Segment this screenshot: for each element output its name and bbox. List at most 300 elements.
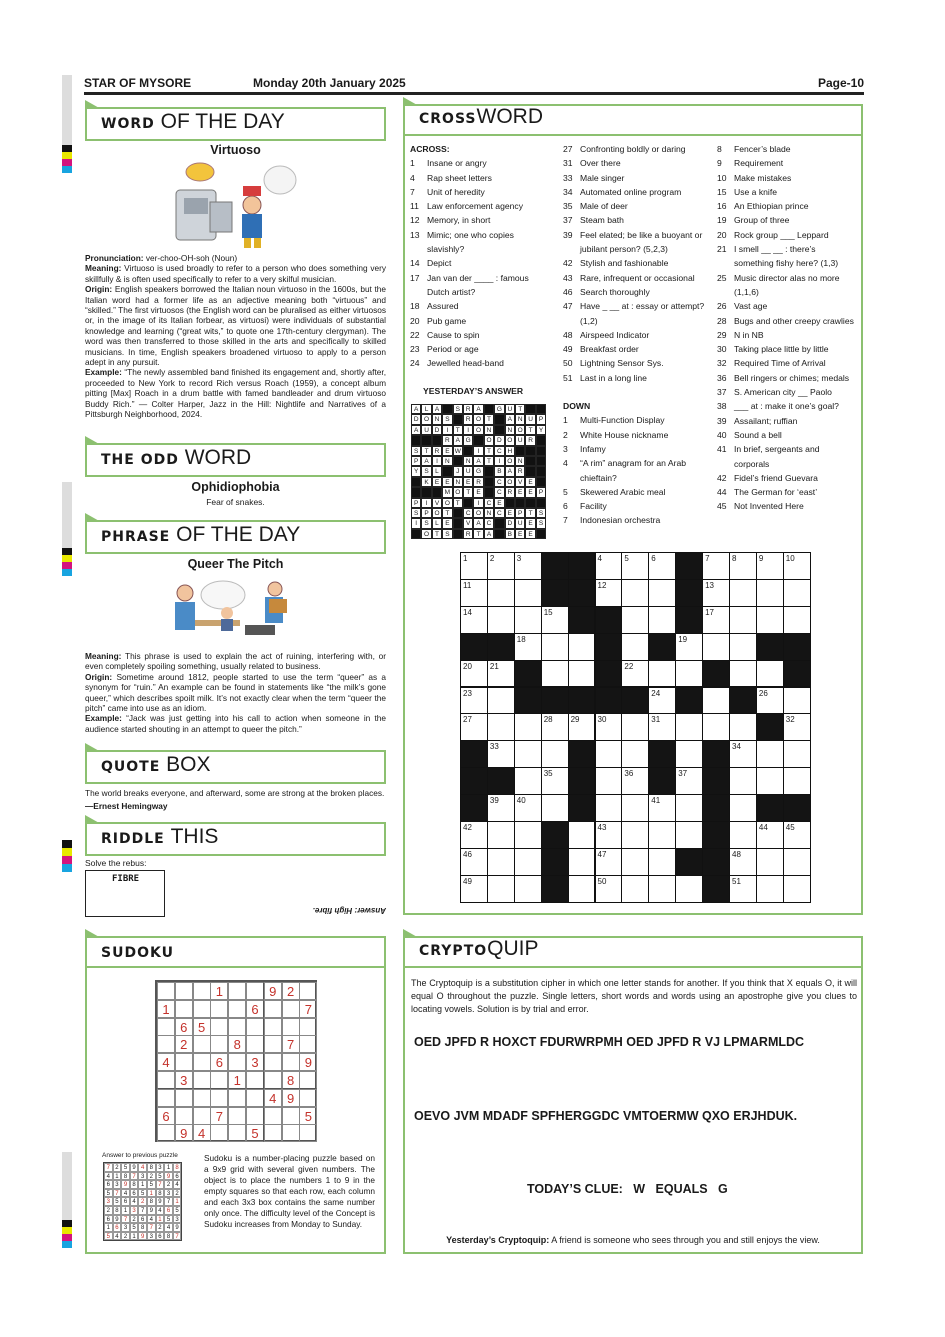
- crossword-cell[interactable]: [783, 740, 811, 768]
- crossword-cell[interactable]: [487, 660, 515, 688]
- crossword-cell[interactable]: [460, 660, 488, 688]
- sudoku-cell[interactable]: [228, 1089, 246, 1107]
- answer-cell: 4: [164, 1223, 173, 1232]
- crossword-cell[interactable]: [460, 848, 488, 876]
- answer-cell: O: [473, 425, 483, 435]
- quote-heading: QUOTE BOX: [85, 750, 386, 784]
- crossword-cell[interactable]: [514, 794, 542, 822]
- crossword-cell[interactable]: [648, 848, 676, 876]
- sudoku-cell[interactable]: [210, 1035, 228, 1053]
- clue-item: 23 Period or age: [410, 344, 479, 355]
- clue-number: 51: [732, 876, 741, 886]
- sudoku-cell[interactable]: [264, 1053, 282, 1071]
- sudoku-cell[interactable]: [246, 1035, 264, 1053]
- answer-cell: 2: [173, 1189, 182, 1198]
- sudoku-cell[interactable]: [157, 1124, 175, 1142]
- crossword-cell[interactable]: [675, 660, 703, 688]
- clue-number: 41: [651, 796, 661, 806]
- crossword-cell[interactable]: [460, 875, 488, 903]
- crossword-cell[interactable]: [756, 552, 784, 580]
- color-registration-marks: [62, 75, 72, 173]
- clue-item: 34 Automated online program: [563, 186, 682, 197]
- crossword-cell[interactable]: [514, 821, 542, 849]
- crossword-cell[interactable]: [595, 713, 623, 741]
- crossword-cell[interactable]: [702, 633, 730, 661]
- sudoku-cell[interactable]: [157, 1018, 175, 1036]
- answer-cell: 8: [147, 1197, 156, 1206]
- crossword-cell[interactable]: [675, 633, 703, 661]
- answer-cell: [463, 446, 473, 456]
- answer-cell: 7: [121, 1215, 130, 1224]
- crossword-cell[interactable]: [648, 687, 676, 715]
- answer-cell: 5: [113, 1197, 122, 1206]
- crossword-cell[interactable]: [621, 767, 649, 795]
- clue-item: 47 Have _ __ at : essay or attempt? (1,2): [563, 301, 705, 326]
- answer-cell: 1: [164, 1163, 173, 1172]
- answer-cell: B: [505, 529, 515, 539]
- answer-cell: [525, 404, 535, 414]
- crossword-cell[interactable]: [702, 552, 730, 580]
- sudoku-cell[interactable]: [246, 1071, 264, 1089]
- clue-number: 44: [758, 823, 768, 832]
- sudoku-cell[interactable]: [210, 1071, 228, 1089]
- crossword-cell[interactable]: [541, 713, 569, 741]
- black-cell: [541, 552, 569, 580]
- sudoku-cell[interactable]: [210, 1089, 228, 1107]
- answer-cell: U: [515, 435, 525, 445]
- page-number: Page-10: [817, 76, 864, 90]
- sudoku-cell[interactable]: [193, 1071, 211, 1089]
- answer-cell: P: [536, 414, 546, 424]
- crossword-cell[interactable]: [595, 767, 623, 795]
- crossword-cell[interactable]: [514, 606, 542, 634]
- crossword-cell[interactable]: [621, 740, 649, 768]
- answer-cell: O: [442, 498, 452, 508]
- answer-cell: R: [463, 529, 473, 539]
- answer-cell: 6: [104, 1215, 113, 1224]
- sudoku-cell[interactable]: [193, 1000, 211, 1018]
- riddle-answer: Answer: High fibre.: [312, 906, 386, 915]
- black-cell: [595, 660, 623, 688]
- crossword-cell[interactable]: [729, 767, 757, 795]
- sudoku-cell[interactable]: [193, 1035, 211, 1053]
- crossword-cell[interactable]: [756, 687, 784, 715]
- crossword-cell[interactable]: [648, 606, 676, 634]
- sudoku-cell[interactable]: [299, 982, 317, 1000]
- crossword-cell[interactable]: [487, 848, 515, 876]
- crossword-cell[interactable]: [756, 660, 784, 688]
- sudoku-cell[interactable]: [193, 1089, 211, 1107]
- crossword-cell[interactable]: [541, 740, 569, 768]
- sudoku-cell[interactable]: [264, 1107, 282, 1125]
- black-cell: [460, 740, 488, 768]
- crossword-cell[interactable]: [541, 767, 569, 795]
- sudoku-cell[interactable]: [193, 1107, 211, 1125]
- answer-cell: C: [494, 446, 504, 456]
- crossword-cell[interactable]: [514, 579, 542, 607]
- answer-cell: C: [463, 508, 473, 518]
- answer-cell: 3: [164, 1189, 173, 1198]
- answer-cell: 1: [104, 1223, 113, 1232]
- answer-cell: 2: [130, 1215, 139, 1224]
- cryptoquip-line-2: OEVO JVM MDADF SPFHERGGDC VMTOERMW QXO ERJHDUK.: [414, 1109, 798, 1123]
- sudoku-cell[interactable]: [210, 1000, 228, 1018]
- crossword-cell[interactable]: [595, 552, 623, 580]
- answer-cell: I: [421, 498, 431, 508]
- black-cell: [595, 633, 623, 661]
- clue-number: 39: [489, 796, 499, 806]
- crossword-cell[interactable]: [675, 740, 703, 768]
- sudoku-cell[interactable]: [228, 1018, 246, 1036]
- sudoku-cell[interactable]: [282, 1124, 300, 1142]
- black-cell: [702, 794, 730, 822]
- crossword-cell[interactable]: [487, 687, 515, 715]
- crossword-cell[interactable]: [487, 794, 515, 822]
- crossword-cell[interactable]: [729, 606, 757, 634]
- crossword-cell[interactable]: [702, 606, 730, 634]
- clue-item: 43 Rare, infrequent or occasional: [563, 272, 695, 283]
- clue-number: 32: [785, 715, 795, 725]
- answer-cell: 8: [164, 1232, 173, 1241]
- crossword-cell[interactable]: [756, 740, 784, 768]
- crossword-cell[interactable]: [621, 606, 649, 634]
- sudoku-cell[interactable]: [175, 982, 193, 1000]
- clue-item: 37 Steam bath: [563, 215, 624, 226]
- crossword-cell[interactable]: [702, 713, 730, 741]
- sudoku-cell[interactable]: [246, 1107, 264, 1125]
- odd-word-heading: THE ODD WORD: [85, 443, 386, 477]
- answer-cell: [453, 508, 463, 518]
- crossword-cell[interactable]: [729, 794, 757, 822]
- sudoku-cell[interactable]: [282, 1018, 300, 1036]
- across-clues-2: 27 Confronting boldly or daring 31 Over there 33 Male singer 34 Automated online program 35 Male of deer 37 Steam bath 39 Feel elated; be like a buoyant or jubilant person? (5,2,3) 42 Stylish and fashionable 43 Rare, infrequent or occasional 46 Search thoroughly 47 Have _ __ at : essay or attempt? (1,2) 48 Airspeed Indicator 49 Breakfast order 50 Lightning Sensor Sys. 51 Last in a long line DOWN 1 Multi-Function Display 2 White House nickname 3 Infamy 4 “A rim” anagram for an Arab chieftain? 5 Skewered Arabic meal 6 Facility 7 Indonesian orchestra: [563, 142, 708, 528]
- black-cell: [675, 848, 703, 876]
- crossword-cell[interactable]: [621, 660, 649, 688]
- crossword-cell[interactable]: [783, 848, 811, 876]
- sudoku-heading: SUDOKU: [85, 936, 386, 968]
- crossword-cell[interactable]: [783, 552, 811, 580]
- answer-cell: T: [515, 404, 525, 414]
- sudoku-grid[interactable]: [155, 980, 317, 1142]
- sudoku-cell[interactable]: [228, 1000, 246, 1018]
- crossword-cell[interactable]: [487, 579, 515, 607]
- sudoku-cell[interactable]: [175, 1107, 193, 1125]
- crossword-cell[interactable]: [568, 633, 596, 661]
- sudoku-cell[interactable]: [175, 1089, 193, 1107]
- crossword-cell[interactable]: [568, 713, 596, 741]
- crossword-cell[interactable]: [675, 767, 703, 795]
- crossword-cell[interactable]: [595, 821, 623, 849]
- crossword-cell[interactable]: [675, 713, 703, 741]
- crossword-cell[interactable]: [756, 606, 784, 634]
- color-registration-marks: [62, 1152, 72, 1248]
- sudoku-cell[interactable]: [193, 982, 211, 1000]
- odd-word: Ophidiophobia: [191, 480, 280, 494]
- answer-cell: I: [411, 518, 421, 528]
- crossword-cell[interactable]: [460, 606, 488, 634]
- answer-cell: [411, 529, 421, 539]
- clue-item: 22 Cause to spin: [410, 329, 480, 340]
- answer-cell: 8: [147, 1163, 156, 1172]
- crossword-cell[interactable]: [729, 633, 757, 661]
- crossword-cell[interactable]: [568, 875, 596, 903]
- sudoku-cell[interactable]: [264, 1035, 282, 1053]
- crossword-cell[interactable]: [783, 687, 811, 715]
- clue-number: 45: [785, 823, 795, 832]
- answer-cell: 9: [164, 1172, 173, 1181]
- crossword-cell[interactable]: [648, 713, 676, 741]
- answer-cell: T: [442, 508, 452, 518]
- crossword-cell[interactable]: [648, 821, 676, 849]
- black-cell: [702, 848, 730, 876]
- sudoku-cell[interactable]: [157, 1089, 175, 1107]
- sudoku-cell[interactable]: [299, 1018, 317, 1036]
- word-of-day-word: Virtuoso: [210, 143, 261, 157]
- clue-item: 46 Search thoroughly: [563, 286, 650, 297]
- black-cell: [675, 606, 703, 634]
- answer-cell: O: [421, 529, 431, 539]
- sudoku-cell[interactable]: [282, 1000, 300, 1018]
- crossword-cell[interactable]: [675, 821, 703, 849]
- answer-cell: C: [494, 487, 504, 497]
- crossword-cell[interactable]: [729, 713, 757, 741]
- sudoku-cell[interactable]: [246, 1089, 264, 1107]
- crossword-cell[interactable]: [621, 633, 649, 661]
- clue-item: 12 Memory, in short: [410, 215, 491, 226]
- crossword-cell[interactable]: [729, 660, 757, 688]
- crossword-cell[interactable]: [756, 875, 784, 903]
- sudoku-cell[interactable]: [299, 1089, 317, 1107]
- crossword-cell[interactable]: [541, 660, 569, 688]
- answer-cell: K: [421, 477, 431, 487]
- crossword-cell[interactable]: [568, 848, 596, 876]
- sudoku-cell[interactable]: [246, 982, 264, 1000]
- crossword-cell[interactable]: [756, 579, 784, 607]
- clue-item: 10 Make mistakes: [717, 172, 792, 183]
- answer-cell: S: [411, 508, 421, 518]
- crossword-cell[interactable]: [487, 552, 515, 580]
- answer-cell: N: [463, 456, 473, 466]
- sudoku-cell[interactable]: [264, 1071, 282, 1089]
- crossword-cell[interactable]: [487, 606, 515, 634]
- crossword-cell[interactable]: [648, 794, 676, 822]
- crossword-cell[interactable]: [648, 875, 676, 903]
- crossword-cell[interactable]: [514, 767, 542, 795]
- black-cell: [702, 821, 730, 849]
- answer-cell: U: [421, 425, 431, 435]
- black-cell: [460, 767, 488, 795]
- answer-cell: 2: [113, 1163, 122, 1172]
- sudoku-cell[interactable]: [299, 1124, 317, 1142]
- crossword-cell[interactable]: [729, 740, 757, 768]
- clue-number: 36: [624, 769, 634, 779]
- crossword-cell[interactable]: [756, 848, 784, 876]
- crossword-cell[interactable]: [460, 552, 488, 580]
- page-header: [84, 75, 864, 95]
- crossword-cell[interactable]: [541, 606, 569, 634]
- crossword-cell[interactable]: [514, 713, 542, 741]
- answer-cell: [494, 425, 504, 435]
- answer-cell: S: [421, 518, 431, 528]
- crossword-cell[interactable]: [783, 875, 811, 903]
- crossword-cell[interactable]: [487, 740, 515, 768]
- crossword-cell[interactable]: [595, 848, 623, 876]
- sudoku-cell[interactable]: [175, 1000, 193, 1018]
- riddle-heading: RIDDLE THIS: [85, 822, 386, 856]
- black-cell: [648, 633, 676, 661]
- crossword-cell[interactable]: [514, 848, 542, 876]
- sudoku-cell[interactable]: [157, 1071, 175, 1089]
- crossword-cell[interactable]: [783, 713, 811, 741]
- crossword-cell[interactable]: [541, 633, 569, 661]
- answer-cell: V: [463, 518, 473, 528]
- crossword-cell[interactable]: [595, 740, 623, 768]
- black-cell: [702, 660, 730, 688]
- sudoku-cell: 1: [210, 982, 228, 1000]
- answer-cell: 6: [104, 1180, 113, 1189]
- answer-cell: 9: [130, 1163, 139, 1172]
- answer-cell: O: [453, 487, 463, 497]
- crossword-cell[interactable]: [648, 552, 676, 580]
- crossword-cell[interactable]: [621, 848, 649, 876]
- clue-item: 13 Mimic; one who copies slavishly?: [410, 229, 514, 255]
- answer-cell: 3: [130, 1206, 139, 1215]
- answer-cell: S: [442, 529, 452, 539]
- sudoku-cell[interactable]: [193, 1053, 211, 1071]
- sudoku-cell[interactable]: [246, 1018, 264, 1036]
- clue-number: 3: [516, 554, 522, 563]
- clue-item: 42 Fidel’s friend Guevara: [717, 472, 818, 483]
- sudoku-cell[interactable]: [157, 1035, 175, 1053]
- clue-item: 7 Unit of heredity: [410, 186, 485, 197]
- sudoku-cell[interactable]: [210, 1124, 228, 1142]
- crossword-cell[interactable]: [621, 579, 649, 607]
- crossword-cell[interactable]: [621, 713, 649, 741]
- answer-cell: 6: [138, 1215, 147, 1224]
- crossword-cell[interactable]: [783, 767, 811, 795]
- crossword-cell[interactable]: [514, 633, 542, 661]
- clue-item: 14 Depict: [410, 258, 452, 269]
- sudoku-cell[interactable]: [210, 1018, 228, 1036]
- previous-answer-label: Answer to previous puzzle: [102, 1152, 178, 1159]
- crossword-cell[interactable]: [702, 579, 730, 607]
- crossword-cell[interactable]: [487, 821, 515, 849]
- crossword-cell[interactable]: [756, 821, 784, 849]
- crossword-cell[interactable]: [675, 875, 703, 903]
- sudoku-cell[interactable]: [228, 982, 246, 1000]
- answer-cell: A: [421, 456, 431, 466]
- clue-number: 18: [516, 634, 526, 644]
- sudoku-cell[interactable]: [264, 1018, 282, 1036]
- clue-item: 15 Use a knife: [717, 186, 777, 197]
- crossword-cell[interactable]: [568, 821, 596, 849]
- answer-cell: 1: [138, 1180, 147, 1189]
- crossword-cell[interactable]: [595, 794, 623, 822]
- crossword-cell[interactable]: [621, 552, 649, 580]
- clue-item: 39 Assailant; ruffian: [717, 415, 798, 426]
- sudoku-cell[interactable]: [282, 1053, 300, 1071]
- crossword-cell[interactable]: [460, 821, 488, 849]
- crossword-cell[interactable]: [460, 579, 488, 607]
- sudoku-cell[interactable]: [264, 1000, 282, 1018]
- answer-cell: S: [421, 466, 431, 476]
- black-cell: [514, 687, 542, 715]
- crossword-cell[interactable]: [729, 875, 757, 903]
- answer-cell: A: [505, 466, 515, 476]
- crossword-cell[interactable]: [487, 713, 515, 741]
- sudoku-cell[interactable]: [228, 1124, 246, 1142]
- crossword-cell[interactable]: [621, 794, 649, 822]
- crossword-cell[interactable]: [595, 875, 623, 903]
- answer-cell: E: [442, 477, 452, 487]
- answer-cell: U: [525, 414, 535, 424]
- sudoku-cell[interactable]: [175, 1053, 193, 1071]
- sudoku-cell[interactable]: [228, 1053, 246, 1071]
- clue-item: 5 Skewered Arabic meal: [563, 486, 666, 497]
- crossword-grid[interactable]: [460, 552, 810, 902]
- answer-cell: [536, 477, 546, 487]
- black-cell: [568, 767, 596, 795]
- crossword-cell[interactable]: [675, 794, 703, 822]
- clue-number: 29: [570, 715, 580, 725]
- crossword-cell[interactable]: [514, 740, 542, 768]
- clue-number: 26: [758, 688, 768, 698]
- crossword-cell[interactable]: [729, 821, 757, 849]
- crossword-cell[interactable]: [729, 552, 757, 580]
- crossword-cell[interactable]: [541, 794, 569, 822]
- answer-cell: [442, 404, 452, 414]
- clue-item: 4 “A rim” anagram for an Arab chieftain?: [563, 458, 687, 483]
- crossword-cell[interactable]: [783, 579, 811, 607]
- answer-cell: [453, 456, 463, 466]
- crossword-cell[interactable]: [702, 687, 730, 715]
- crossword-cell[interactable]: [460, 713, 488, 741]
- answer-cell: N: [442, 456, 452, 466]
- crossword-cell[interactable]: [729, 848, 757, 876]
- answer-cell: O: [421, 414, 431, 424]
- sudoku-cell[interactable]: [282, 1107, 300, 1125]
- crossword-cell[interactable]: [460, 687, 488, 715]
- sudoku-cell[interactable]: [228, 1107, 246, 1125]
- answer-cell: 1: [130, 1232, 139, 1241]
- crossword-cell[interactable]: [729, 579, 757, 607]
- answer-cell: [494, 529, 504, 539]
- crossword-cell[interactable]: [621, 875, 649, 903]
- crossword-cell[interactable]: [487, 875, 515, 903]
- phrase-text: Queer The Pitch: [187, 557, 284, 571]
- black-cell: [568, 740, 596, 768]
- black-cell: [568, 687, 596, 715]
- crossword-cell[interactable]: [514, 552, 542, 580]
- crossword-cell[interactable]: [514, 875, 542, 903]
- crossword-cell[interactable]: [783, 606, 811, 634]
- crossword-cell[interactable]: [648, 660, 676, 688]
- crossword-cell[interactable]: [756, 767, 784, 795]
- answer-cell: R: [442, 435, 452, 445]
- crossword-cell[interactable]: [568, 660, 596, 688]
- crossword-cell[interactable]: [648, 579, 676, 607]
- sudoku-cell[interactable]: [299, 1071, 317, 1089]
- sudoku-cell[interactable]: [157, 982, 175, 1000]
- answer-cell: T: [484, 456, 494, 466]
- sudoku-cell[interactable]: [264, 1124, 282, 1142]
- crossword-cell[interactable]: [621, 821, 649, 849]
- crossword-cell[interactable]: [783, 821, 811, 849]
- crossword-cell[interactable]: [595, 579, 623, 607]
- answer-cell: L: [432, 466, 442, 476]
- sudoku-cell[interactable]: [299, 1035, 317, 1053]
- answer-cell: 6: [130, 1189, 139, 1198]
